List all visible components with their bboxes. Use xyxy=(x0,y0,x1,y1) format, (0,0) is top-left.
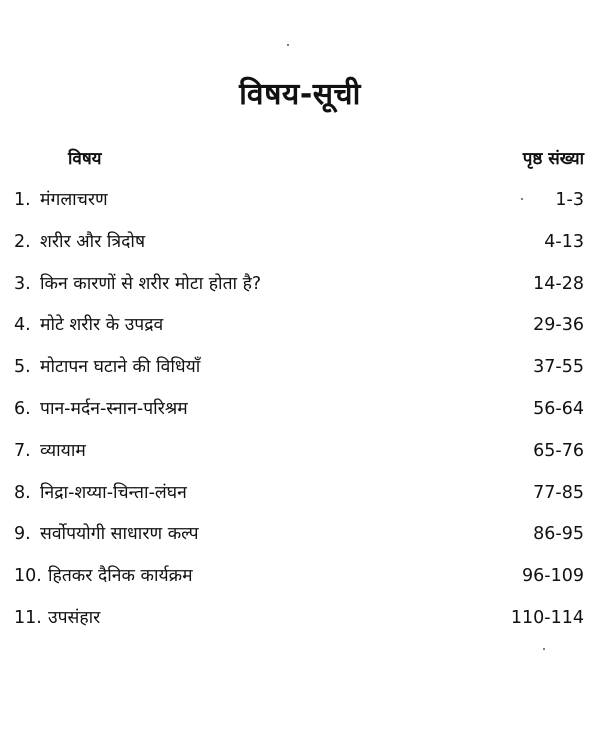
entry-topic: सर्वोपयोगी साधारण कल्प xyxy=(40,524,199,545)
toc-entry xyxy=(0,520,600,562)
entry-topic: निद्रा-शय्या-चिन्ता-लंघन xyxy=(40,482,187,503)
toc-header xyxy=(0,146,600,176)
entry-page-range: 4-13 xyxy=(544,231,584,252)
entry-number: 7. xyxy=(14,440,31,461)
entry-topic: शरीर और त्रिदोष xyxy=(40,231,146,252)
entry-page-range: 86-95 xyxy=(533,524,584,545)
entry-page-range: 29-36 xyxy=(533,315,584,336)
entry-page-range: 110-114 xyxy=(510,607,584,628)
page-title: विषय-सूची xyxy=(239,77,361,112)
entry-topic: हितकर दैनिक कार्यक्रम xyxy=(48,566,193,587)
entry-page-range: 1-3 xyxy=(555,190,584,210)
entry-page-range: 14-28 xyxy=(533,273,584,294)
toc-entry xyxy=(0,228,600,270)
entry-topic: पान-मर्दन-स्नान-परिश्रम xyxy=(40,398,188,419)
toc-entry xyxy=(0,395,600,437)
entry-topic: मंगलाचरण xyxy=(40,190,108,210)
entry-number: 9. xyxy=(14,524,31,545)
entry-number: 6. xyxy=(14,398,31,419)
entry-page-range: 56-64 xyxy=(533,398,584,419)
page-column-header: पृष्ठ संख्या xyxy=(522,149,584,169)
entry-page-range: 65-76 xyxy=(533,440,584,461)
entry-topic: व्यायाम xyxy=(40,440,86,461)
scan-speck xyxy=(543,648,545,650)
entry-number: 1. xyxy=(14,190,31,210)
entry-number: 2. xyxy=(14,231,31,252)
entry-page-range: 96-109 xyxy=(522,566,584,587)
topic-column-header: विषय xyxy=(68,149,102,169)
toc-entry xyxy=(0,437,600,479)
entry-topic: किन कारणों से शरीर मोटा होता है? xyxy=(40,273,262,294)
entry-page-range: 37-55 xyxy=(533,357,584,378)
toc-entry xyxy=(0,353,600,395)
toc-entry xyxy=(0,562,600,604)
scan-speck xyxy=(287,44,289,46)
toc-entry xyxy=(0,604,600,646)
toc-entry xyxy=(0,186,600,228)
entry-topic: मोटे शरीर के उपद्रव xyxy=(40,315,164,336)
entry-number: 5. xyxy=(14,357,31,378)
entry-number: 4. xyxy=(14,315,31,336)
entry-number: 11. xyxy=(14,607,42,628)
entry-topic: मोटापन घटाने की विधियाँ xyxy=(40,357,201,378)
toc-entry xyxy=(0,311,600,353)
entry-page-range: 77-85 xyxy=(533,482,584,503)
entry-topic: उपसंहार xyxy=(48,607,101,628)
entry-number: 10. xyxy=(14,566,42,587)
toc-entry xyxy=(0,479,600,521)
entry-number: 3. xyxy=(14,273,31,294)
entry-number: 8. xyxy=(14,482,31,503)
toc-entry xyxy=(0,270,600,312)
table-of-contents xyxy=(0,186,600,646)
